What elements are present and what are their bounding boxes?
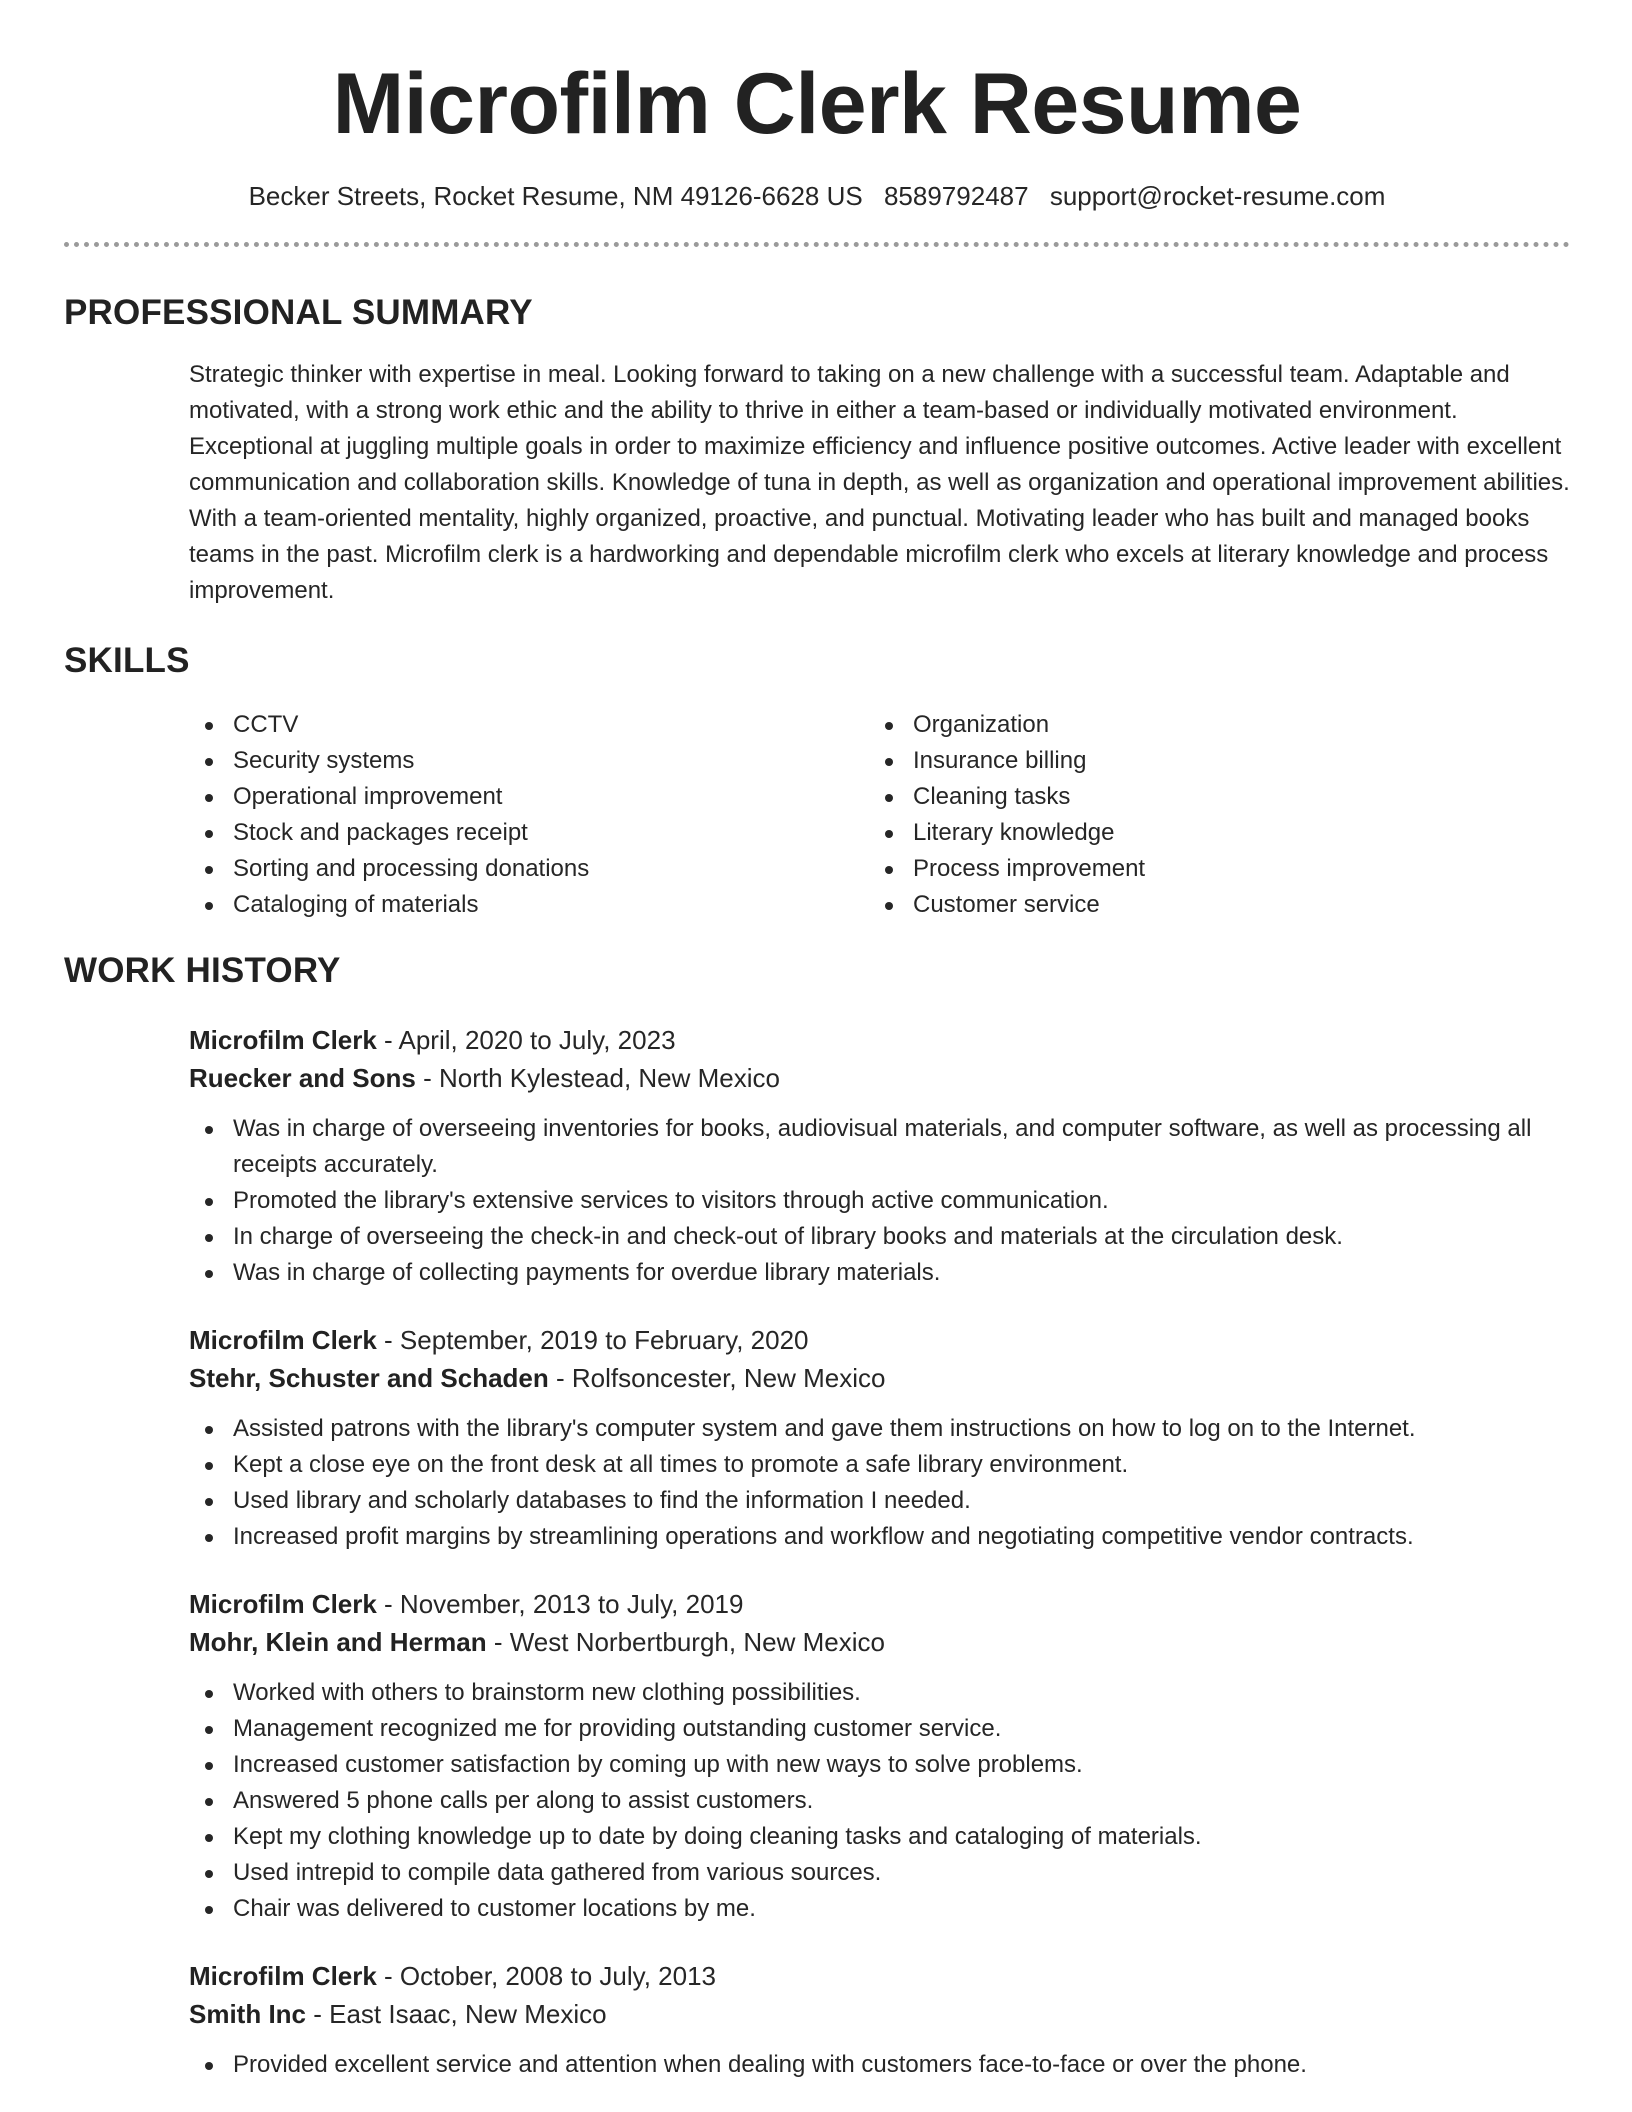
job-bullet: Promoted the library's extensive services to visitors through active communication. bbox=[189, 1183, 1570, 1219]
contact-phone: 8589792487 bbox=[883, 181, 1029, 211]
job-bullet: Management recognized me for providing outstanding customer service. bbox=[189, 1711, 1570, 1747]
skill-item: Cleaning tasks bbox=[869, 779, 1549, 815]
job-entry bbox=[189, 1957, 1570, 2083]
job-bullet: Increased customer satisfaction by coming up with new ways to solve problems. bbox=[189, 1747, 1570, 1783]
job-entry bbox=[189, 1321, 1570, 1555]
summary-text: Strategic thinker with expertise in meal. Looking forward to taking on a new challenge with a successful team. Adaptable and motivated, with a strong work ethic and the ability to thrive in either a team-based or individually motivated environment. Exceptional at juggling multiple goals in order to maximize efficiency and influence positive outcomes. Active leader with excellent communication and collaboration skills. Knowledge of tuna in depth, as well as organization and operational improvement abilities. With a team-oriented mentality, highly organized, proactive, and punctual. Motivating leader who has built and managed books teams in the past. Microfilm clerk is a hardworking and dependable microfilm clerk who excels at literary knowledge and process improvement. bbox=[189, 361, 1570, 604]
header-divider bbox=[64, 242, 1570, 247]
job-role: Microfilm Clerk bbox=[189, 1589, 377, 1619]
job-bullets bbox=[189, 1675, 1570, 1927]
job-role: Microfilm Clerk bbox=[189, 1325, 377, 1355]
skill-item: CCTV bbox=[189, 707, 869, 743]
skills-column-right bbox=[869, 707, 1549, 923]
skill-item: Operational improvement bbox=[189, 779, 869, 815]
job-bullet: Increased profit margins by streamlining operations and workflow and negotiating competitive vendor contracts. bbox=[189, 1519, 1570, 1555]
job-bullet: Used intrepid to compile data gathered from various sources. bbox=[189, 1855, 1570, 1891]
job-dates: - September, 2019 to February, 2020 bbox=[376, 1325, 809, 1355]
skill-item: Security systems bbox=[189, 743, 869, 779]
job-role-line bbox=[189, 1585, 1570, 1623]
job-bullet: Answered 5 phone calls per along to assist customers. bbox=[189, 1783, 1570, 1819]
job-role: Microfilm Clerk bbox=[189, 1961, 377, 1991]
job-role-line bbox=[189, 1321, 1570, 1359]
job-location: - East Isaac, New Mexico bbox=[306, 1999, 607, 2029]
skills-heading: SKILLS bbox=[64, 641, 190, 680]
contact-line bbox=[64, 178, 1570, 214]
job-dates: - November, 2013 to July, 2019 bbox=[376, 1589, 744, 1619]
job-bullet: Kept my clothing knowledge up to date by doing cleaning tasks and cataloging of materials. bbox=[189, 1819, 1570, 1855]
job-company: Stehr, Schuster and Schaden bbox=[189, 1363, 549, 1393]
job-role-line bbox=[189, 1021, 1570, 1059]
job-location: - Rolfsoncester, New Mexico bbox=[548, 1363, 886, 1393]
job-bullet: In charge of overseeing the check-in and check-out of library books and materials at the circulation desk. bbox=[189, 1219, 1570, 1255]
job-location: - North Kylestead, New Mexico bbox=[415, 1063, 780, 1093]
job-company: Smith Inc bbox=[189, 1999, 307, 2029]
job-company: Ruecker and Sons bbox=[189, 1063, 416, 1093]
skill-item: Stock and packages receipt bbox=[189, 815, 869, 851]
job-role: Microfilm Clerk bbox=[189, 1025, 377, 1055]
skills-list bbox=[189, 707, 1570, 923]
job-bullet: Was in charge of overseeing inventories for books, audiovisual materials, and computer software, as well as processing all receipts accurately. bbox=[189, 1111, 1570, 1183]
job-bullet: Was in charge of collecting payments for overdue library materials. bbox=[189, 1255, 1570, 1291]
skills-column-left bbox=[189, 707, 869, 923]
skill-item: Customer service bbox=[869, 887, 1549, 923]
resume-page bbox=[64, 0, 1570, 2083]
skill-item: Organization bbox=[869, 707, 1549, 743]
job-bullets bbox=[189, 1111, 1570, 1291]
job-bullet: Assisted patrons with the library's computer system and gave them instructions on how to log on to the Internet. bbox=[189, 1411, 1570, 1447]
job-location: - West Norbertburgh, New Mexico bbox=[486, 1627, 885, 1657]
job-bullet: Provided excellent service and attention when dealing with customers face-to-face or over the phone. bbox=[189, 2047, 1570, 2083]
work-history-heading: WORK HISTORY bbox=[64, 951, 341, 990]
job-company: Mohr, Klein and Herman bbox=[189, 1627, 487, 1657]
skill-item: Process improvement bbox=[869, 851, 1549, 887]
job-dates: - October, 2008 to July, 2013 bbox=[376, 1961, 716, 1991]
summary-heading: PROFESSIONAL SUMMARY bbox=[64, 293, 533, 332]
job-company-line bbox=[189, 1359, 1570, 1397]
skill-item: Cataloging of materials bbox=[189, 887, 869, 923]
job-role-line bbox=[189, 1957, 1570, 1995]
job-bullet: Kept a close eye on the front desk at all times to promote a safe library environment. bbox=[189, 1447, 1570, 1483]
contact-email: support@rocket-resume.com bbox=[1049, 181, 1386, 211]
job-bullet: Worked with others to brainstorm new clothing possibilities. bbox=[189, 1675, 1570, 1711]
skill-item: Literary knowledge bbox=[869, 815, 1549, 851]
job-bullets bbox=[189, 1411, 1570, 1555]
job-dates: - April, 2020 to July, 2023 bbox=[376, 1025, 676, 1055]
job-bullet: Used library and scholarly databases to find the information I needed. bbox=[189, 1483, 1570, 1519]
skill-item: Insurance billing bbox=[869, 743, 1549, 779]
job-bullet: Chair was delivered to customer locations by me. bbox=[189, 1891, 1570, 1927]
skill-item: Sorting and processing donations bbox=[189, 851, 869, 887]
contact-address: Becker Streets, Rocket Resume, NM 49126-6628 US bbox=[248, 181, 863, 211]
resume-title: Microfilm Clerk Resume bbox=[332, 56, 1302, 152]
job-company-line bbox=[189, 1995, 1570, 2033]
job-company-line bbox=[189, 1623, 1570, 1661]
job-entry bbox=[189, 1021, 1570, 1291]
job-entry bbox=[189, 1585, 1570, 1927]
job-company-line bbox=[189, 1059, 1570, 1097]
job-bullets bbox=[189, 2047, 1570, 2083]
